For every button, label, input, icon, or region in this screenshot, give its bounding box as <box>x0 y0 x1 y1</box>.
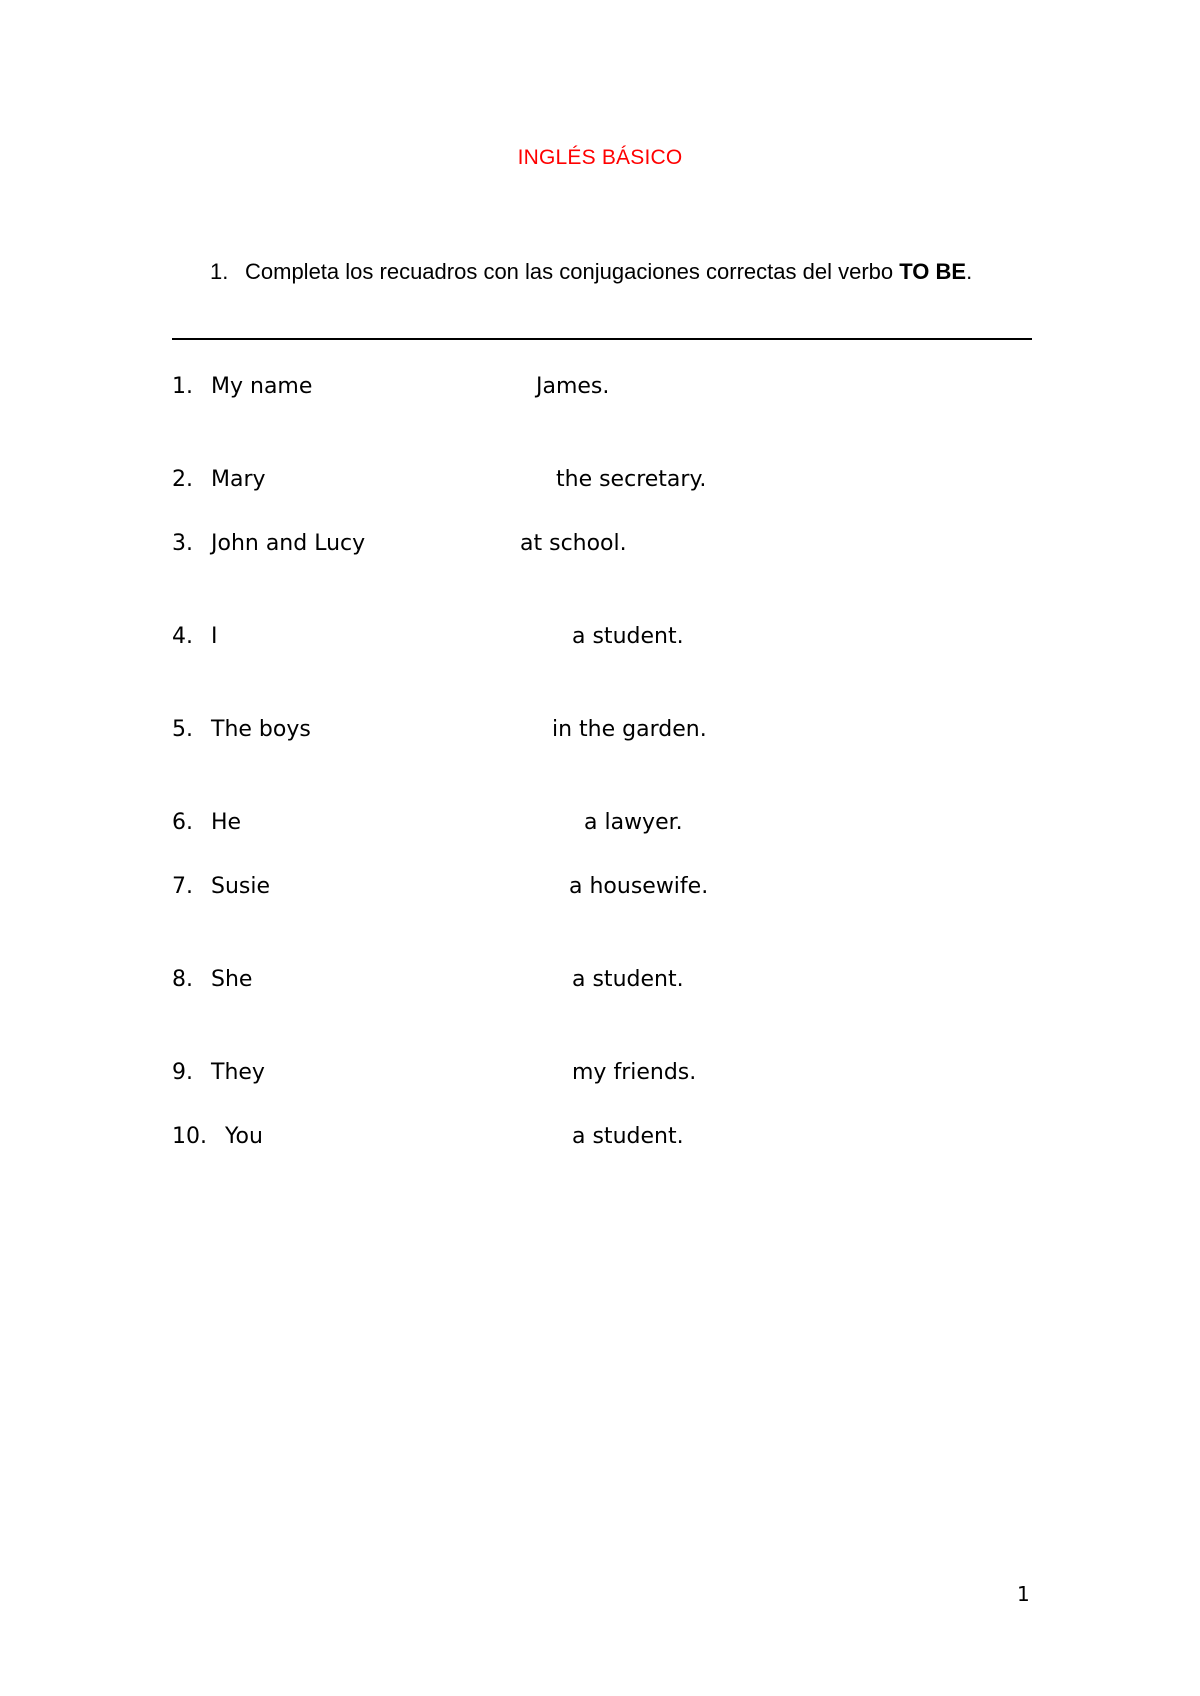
exercise-subject: My name <box>211 374 313 399</box>
instruction-text-after: . <box>966 259 973 284</box>
exercise-subject: I <box>211 624 218 649</box>
exercise-number: 3. <box>172 531 193 556</box>
exercise-item <box>172 715 1032 745</box>
exercise-completion: a lawyer. <box>584 810 683 835</box>
exercise-subject: The boys <box>211 717 311 742</box>
exercise-item <box>172 529 1032 559</box>
exercise-completion: in the garden. <box>552 717 707 742</box>
page-number: 1 <box>1017 1582 1030 1606</box>
exercise-completion: a student. <box>572 967 684 992</box>
exercise-number: 4. <box>172 624 193 649</box>
exercise-number: 10. <box>172 1124 207 1149</box>
exercise-number: 8. <box>172 967 193 992</box>
exercise-completion: a student. <box>572 1124 684 1149</box>
exercise-number: 6. <box>172 810 193 835</box>
exercise-completion: a student. <box>572 624 684 649</box>
exercise-item <box>172 465 1032 495</box>
instruction-number: 1. <box>210 259 229 284</box>
exercise-number: 2. <box>172 467 193 492</box>
exercise-subject: John and Lucy <box>211 531 366 556</box>
exercise-item <box>172 372 1032 402</box>
exercise-subject: Susie <box>211 874 271 899</box>
exercise-completion: a housewife. <box>569 874 709 899</box>
exercise-completion: my friends. <box>572 1060 697 1085</box>
instruction-text <box>245 258 1020 286</box>
instruction <box>210 258 1020 286</box>
exercise-completion: James. <box>536 374 610 399</box>
exercise-item <box>172 808 1032 838</box>
exercise-item <box>172 965 1032 995</box>
exercise-number: 1. <box>172 374 193 399</box>
instruction-text-before: Completa los recuadros con las conjugaciones correctas del verbo <box>245 259 900 284</box>
exercise-subject: Mary <box>211 467 266 492</box>
instruction-bold-verb: TO BE <box>899 259 967 284</box>
exercise-subject: They <box>211 1060 265 1085</box>
exercise-item <box>172 1122 1032 1152</box>
exercise-item <box>172 622 1032 652</box>
exercise-item <box>172 872 1032 902</box>
exercise-completion: the secretary. <box>556 467 707 492</box>
exercise-number: 7. <box>172 874 193 899</box>
horizontal-rule <box>172 338 1032 340</box>
exercise-item <box>172 1058 1032 1088</box>
page-title: INGLÉS BÁSICO <box>517 146 683 169</box>
exercise-subject: He <box>211 810 242 835</box>
exercise-completion: at school. <box>520 531 627 556</box>
exercise-subject: You <box>225 1124 263 1149</box>
exercise-number: 9. <box>172 1060 193 1085</box>
exercise-subject: She <box>211 967 253 992</box>
exercise-number: 5. <box>172 717 193 742</box>
